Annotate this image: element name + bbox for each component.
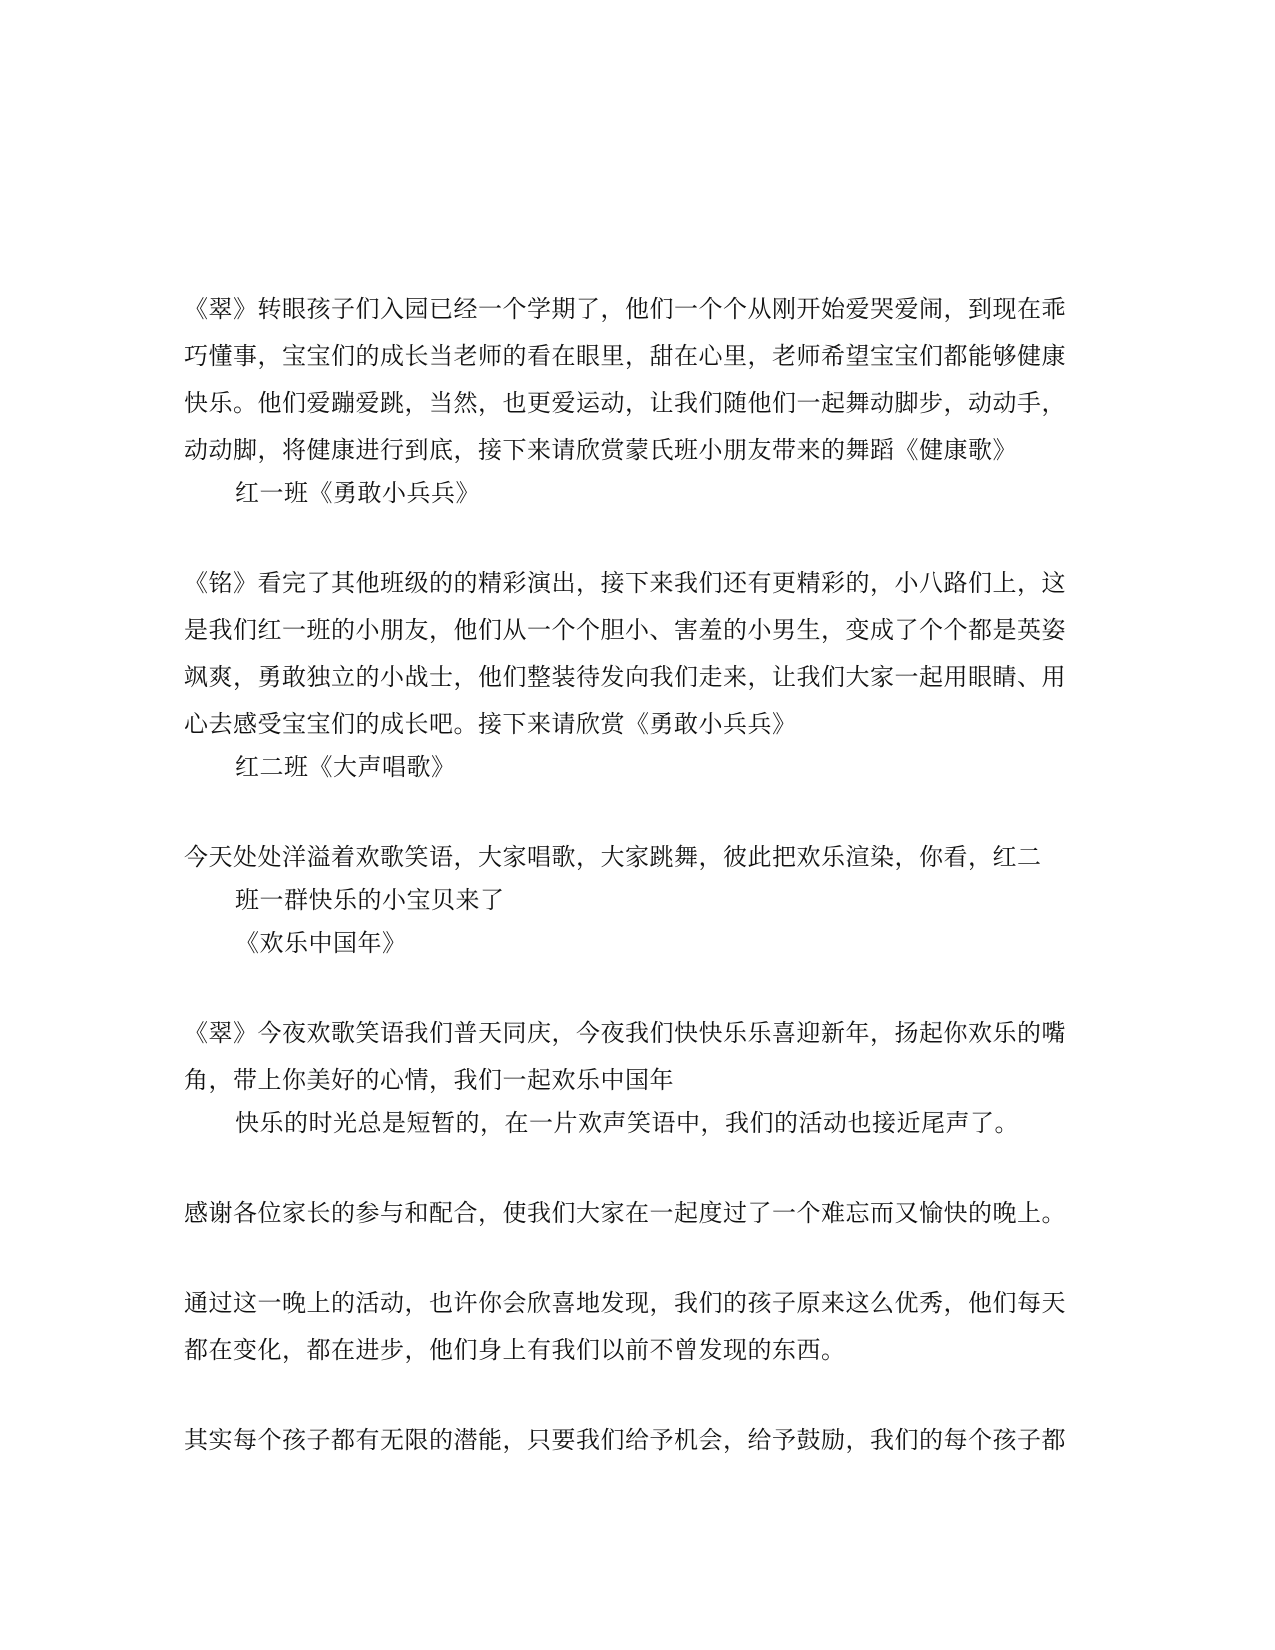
text-line-15: 角，带上你美好的心情，我们一起欢乐中国年 — [184, 1066, 674, 1094]
text-line-11: 今天处处洋溢着欢歌笑语，大家唱歌，大家跳舞，彼此把欢乐渲染，你看，红二 — [184, 843, 1042, 871]
text-line-2: 巧懂事，宝宝们的成长当老师的看在眼里，甜在心里，老师希望宝宝们都能够健康 — [184, 342, 1066, 370]
text-line-6: 《铭》看完了其他班级的的精彩演出，接下来我们还有更精彩的，小八路们上，这 — [184, 569, 1066, 597]
program-heading-1: 红一班《勇敢小兵兵》 — [235, 479, 480, 507]
text-line-7: 是我们红一班的小朋友，他们从一个个胆小、害羞的小男生，变成了个个都是英姿 — [184, 616, 1066, 644]
text-line-9: 心去感受宝宝们的成长吧。接下来请欣赏《勇敢小兵兵》 — [184, 710, 797, 738]
program-heading-3: 《欢乐中国年》 — [235, 929, 407, 957]
text-line-18: 通过这一晚上的活动，也许你会欣喜地发现，我们的孩子原来这么优秀，他们每天 — [184, 1289, 1066, 1317]
text-line-4: 动动脚，将健康进行到底，接下来请欣赏蒙氏班小朋友带来的舞蹈《健康歌》 — [184, 436, 1017, 464]
text-line-14: 《翠》今夜欢歌笑语我们普天同庆，今夜我们快快乐乐喜迎新年，扬起你欢乐的嘴 — [184, 1019, 1066, 1047]
text-line-3: 快乐。他们爱蹦爱跳，当然，也更爱运动，让我们随他们一起舞动脚步，动动手， — [184, 389, 1066, 417]
text-line-16: 快乐的时光总是短暂的，在一片欢声笑语中，我们的活动也接近尾声了。 — [235, 1109, 1019, 1137]
text-line-17: 感谢各位家长的参与和配合，使我们大家在一起度过了一个难忘而又愉快的晚上。 — [184, 1199, 1066, 1227]
text-line-19: 都在变化，都在进步，他们身上有我们以前不曾发现的东西。 — [184, 1336, 846, 1364]
text-line-8: 飒爽，勇敢独立的小战士，他们整装待发向我们走来，让我们大家一起用眼睛、用 — [184, 663, 1066, 691]
text-line-12: 班一群快乐的小宝贝来了 — [235, 886, 505, 914]
program-heading-2: 红二班《大声唱歌》 — [235, 753, 456, 781]
text-line-20: 其实每个孩子都有无限的潜能，只要我们给予机会，给予鼓励，我们的每个孩子都 — [184, 1426, 1066, 1454]
text-line-1: 《翠》转眼孩子们入园已经一个学期了，他们一个个从刚开始爱哭爱闹，到现在乖 — [184, 295, 1066, 323]
